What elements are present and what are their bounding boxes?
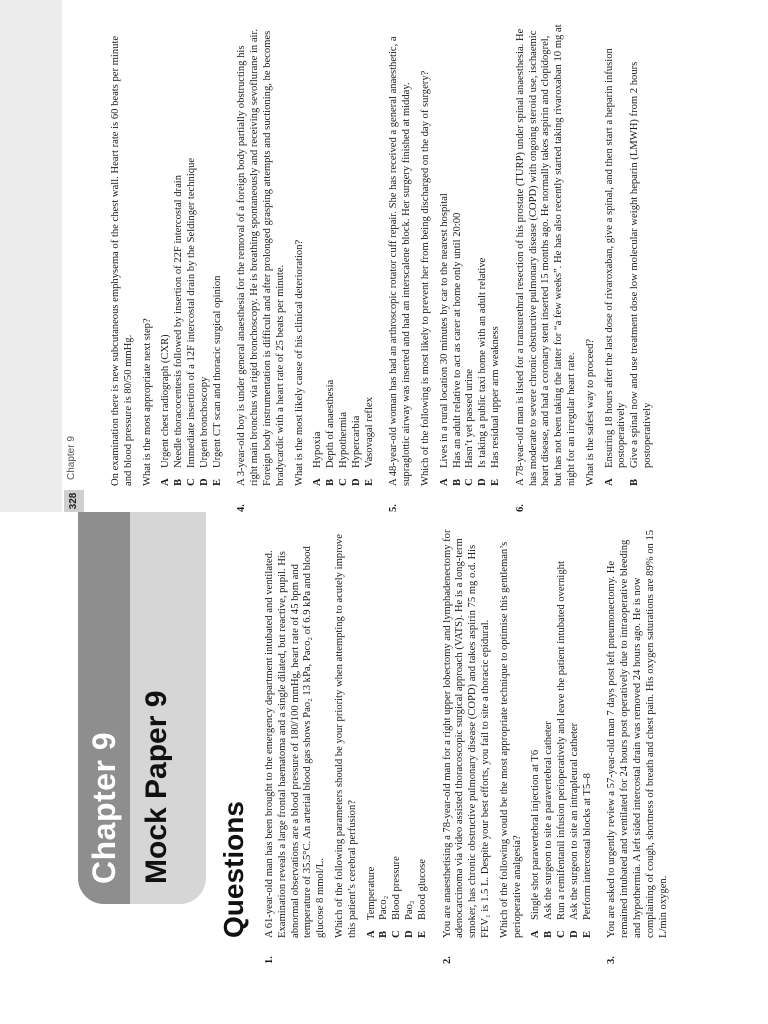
option-item [338, 24, 351, 486]
option-letter: B [325, 478, 337, 486]
option-text: Has an adult relative to act as carer at home only until 20:00 [451, 212, 463, 468]
option-item [439, 24, 452, 486]
option-text: Immediate insertion of a 12F intercostal drain by the Seldinger technique [185, 157, 197, 468]
option-item [490, 24, 503, 486]
option-list [160, 24, 224, 486]
option-list [312, 24, 376, 486]
option-text: Hypothermia [337, 412, 349, 468]
option-letter: C [464, 478, 476, 486]
option-item [404, 524, 417, 938]
question-continuation [110, 24, 224, 512]
option-text: Hypoxia [312, 431, 324, 468]
option-letter: A [530, 930, 542, 938]
option-item [366, 524, 379, 938]
question-block [606, 524, 676, 964]
option-text: Blood pressure [391, 856, 403, 920]
option-item [312, 24, 325, 486]
chapter-label: Chapter 9 [86, 731, 122, 884]
option-item [417, 524, 430, 938]
question-number: 6. [514, 504, 526, 512]
option-text: Urgent CT scan and thoracic surgical opinion [211, 275, 223, 468]
option-letter: A [438, 478, 450, 486]
option-item [477, 24, 490, 486]
option-item [464, 24, 477, 486]
option-text: Paco₂ [378, 895, 390, 920]
option-item [325, 24, 338, 486]
option-item [351, 24, 364, 486]
question-body [110, 24, 224, 486]
option-text: Perform intercostal blocks at T5–8 [581, 773, 593, 920]
option-item [543, 524, 556, 938]
question-block [264, 524, 430, 964]
option-letter: C [391, 930, 403, 938]
question-stem: A 61-year-old man has been brought to the emergency department intubated and ventilated. Examination reveals a large frontal haematoma and a single dilated, but reactive, pupil. His abnormal observations are a blood pressure of 180/100 mmHg, heart rate of 45 bpm and temperature of 35.5°C. An arterial blood gas shows Pao₂ 13 kPa, Paco₂ of 6.9 kPa and blood glucose 8 mmol/L. [264, 546, 327, 938]
option-letter: D [403, 930, 415, 938]
option-text: Give a spinal now and use treatment dose low molecular weight heparin (LMWH) from 2 hours postoperatively [629, 61, 653, 468]
option-letter: B [629, 478, 641, 486]
option-text: Needle thoracocentesis followed by insertion of 22F intercostal drain [173, 174, 185, 468]
question-number: 4. [236, 504, 248, 512]
left-page [0, 512, 768, 1024]
option-letter: E [581, 930, 593, 938]
option-list [439, 24, 503, 486]
option-text: Urgent chest radiograph (CXR) [160, 334, 172, 468]
option-text: Temperature [365, 866, 377, 920]
option-letter: D [350, 478, 362, 486]
question-body [515, 24, 655, 486]
option-item [378, 524, 391, 938]
option-letter: B [451, 478, 463, 486]
question-body [606, 524, 676, 938]
option-text: Hasn’t yet passed urine [464, 369, 476, 468]
option-item [569, 524, 582, 938]
option-text: Is taking a public taxi home with an adult relative [477, 257, 489, 468]
question-prompt: What is the most likely cause of his clinical deterioration? [293, 239, 305, 486]
option-letter: A [365, 930, 377, 938]
option-list [604, 24, 655, 486]
option-text: Hypercarbia [350, 415, 362, 468]
question-number: 2. [441, 956, 453, 964]
option-text: Has residual upper arm weakness [489, 326, 501, 468]
option-item [212, 24, 225, 486]
option-text: Single shot paravertebral injection at T6 [530, 749, 542, 920]
section-heading: Questions [218, 801, 249, 938]
option-item [556, 524, 569, 938]
page-header-band [0, 0, 62, 512]
question-number-blank [110, 486, 224, 512]
option-list [530, 524, 594, 938]
option-text: Blood glucose [416, 859, 428, 920]
option-letter: A [312, 478, 324, 486]
option-item [530, 524, 543, 938]
option-letter: C [185, 478, 197, 486]
option-text: Urgent bronchoscopy [198, 376, 210, 468]
option-letter: B [173, 478, 185, 486]
question-block [236, 24, 376, 512]
question-body [442, 524, 595, 938]
option-list [366, 524, 430, 938]
option-letter: B [378, 930, 390, 938]
left-question-column [264, 524, 688, 964]
question-stem: A 48-year-old woman has had an arthroscopic rotator cuff repair. She has received a general anaesthetic, a supraglottic airway was inserted and had an interscalene block. Her surgery finished at midday. [388, 36, 413, 486]
question-block [442, 524, 595, 964]
right-question-column [110, 24, 667, 512]
option-letter: D [477, 478, 489, 486]
option-item [452, 24, 465, 486]
running-chapter-ref: Chapter 9 [66, 436, 77, 480]
option-text: Lives in a rural location 30 minutes by car to the nearest hospital [438, 193, 450, 468]
question-stem: On examination there is new subcutaneous emphysema of the chest wall. Heart rate is 60 beats per minute and blood pressure is 80/50 mmHg. [110, 35, 134, 486]
option-text: Depth of anaesthesia [325, 379, 337, 468]
question-stem: You are anaesthetising a 78-year-old man for a right upper lobectomy and lymphadenectomy for adenocarcinoma via video assisted thoracoscopic surgical approach (VATS). He is a long-term smoker, has chronic obstructive pulmonary disease (COPD) and takes aspirin 75 mg o.d. His FEV₁ is 1.5 L. Despite your best efforts, you fail to site a thoracic epidural. [441, 529, 491, 938]
question-body [236, 24, 376, 486]
chapter-title-box [78, 512, 206, 904]
right-questions [236, 24, 654, 512]
option-letter: D [198, 478, 210, 486]
option-letter: E [416, 930, 428, 938]
option-text: Ensuring 18 hours after the last dose of rivaroxaban, give a spinal, and then start a heparin infusion postoperatively [603, 48, 628, 468]
option-item [199, 24, 212, 486]
option-text: Pao₂ [403, 900, 415, 920]
option-item [173, 24, 186, 486]
question-block [515, 24, 655, 512]
option-item [160, 24, 173, 486]
option-item [186, 24, 199, 486]
question-number: 1. [264, 956, 275, 964]
question-number: 3. [606, 956, 618, 964]
question-prompt: Which of the following would be the most appropriate technique to optimise this gentleman’s perioperative analgesia? [498, 541, 523, 938]
option-letter: D [568, 930, 580, 938]
option-text: Run a remifentanil infusion perioperatively and leave the patient intubated overnight [555, 561, 567, 920]
option-item [582, 524, 595, 938]
option-item [629, 24, 655, 486]
option-letter: A [160, 478, 172, 486]
option-letter: A [603, 478, 615, 486]
option-letter: E [489, 478, 501, 486]
option-letter: C [555, 930, 567, 938]
option-letter: C [337, 478, 349, 486]
chapter-tab [78, 512, 130, 904]
option-letter: E [211, 478, 223, 486]
option-item [604, 24, 630, 486]
option-letter: B [543, 930, 555, 938]
option-item [391, 524, 404, 938]
option-text: Ask the surgeon to site an intrapleural catheter [568, 722, 580, 920]
question-body [264, 524, 430, 938]
question-prompt: What is the most appropriate next step? [141, 318, 153, 486]
question-stem: A 3-year-old boy is under general anaesthesia for the removal of a foreign body partially obstructing his right main bronchus via rigid bronchoscopy. He is breathing spontaneously and receiving sevoflurane in air. Foreign body instrumentation is difficult and after prolonged grasping attempts and suctioning, he becomes bradycardic with a heart rate of 25 beats per minute. [236, 28, 286, 486]
option-text: Vasovagal reflex [363, 397, 375, 468]
question-number: 5. [388, 504, 400, 512]
question-stem: A 78-year-old man is listed for a transurethral resection of his prostate (TURP) under spinal anaesthesia. He has moderate to severe chronic obstructive pulmonary disease (COPD) with ongoing steroid use, ischaemic heart disease, and had a coronary stent inserted 15 months ago. He normally takes aspirin and clopidogrel, but has not been taking the latter for “a few weeks”. He has also recently started taking rivaroxaban 10 mg at night for an irregular heart rate. [514, 24, 577, 486]
option-item [364, 24, 377, 486]
option-text: Ask the surgeon to site a paravertebral catheter [543, 721, 555, 920]
page-number: 328 [64, 490, 84, 512]
option-letter: E [363, 478, 375, 486]
question-prompt: Which of the following parameters should be your priority when attempting to acutely improve this patient’s cerebral perfusion? [333, 534, 358, 938]
mock-paper-title: Mock Paper 9 [140, 690, 173, 884]
question-block [388, 24, 502, 512]
question-prompt: Which of the following is most likely to prevent her from being discharged on the day of surgery? [419, 70, 431, 486]
question-stem: You are asked to urgently review a 57-year-old man 7 days post left pneumonectomy. He remained intubated and ventilated for 24 hours post operatively due to intraoperative bleeding and hypothermia. A left sided intercostal drain was removed 24 hours ago. He is now complaining of cough, shortness of breath and chest pain. His oxygen saturations are 89% on 15 L/min oxygen. [606, 529, 669, 938]
question-prompt: What is the safest way to proceed? [584, 338, 596, 486]
question-body [388, 24, 502, 486]
